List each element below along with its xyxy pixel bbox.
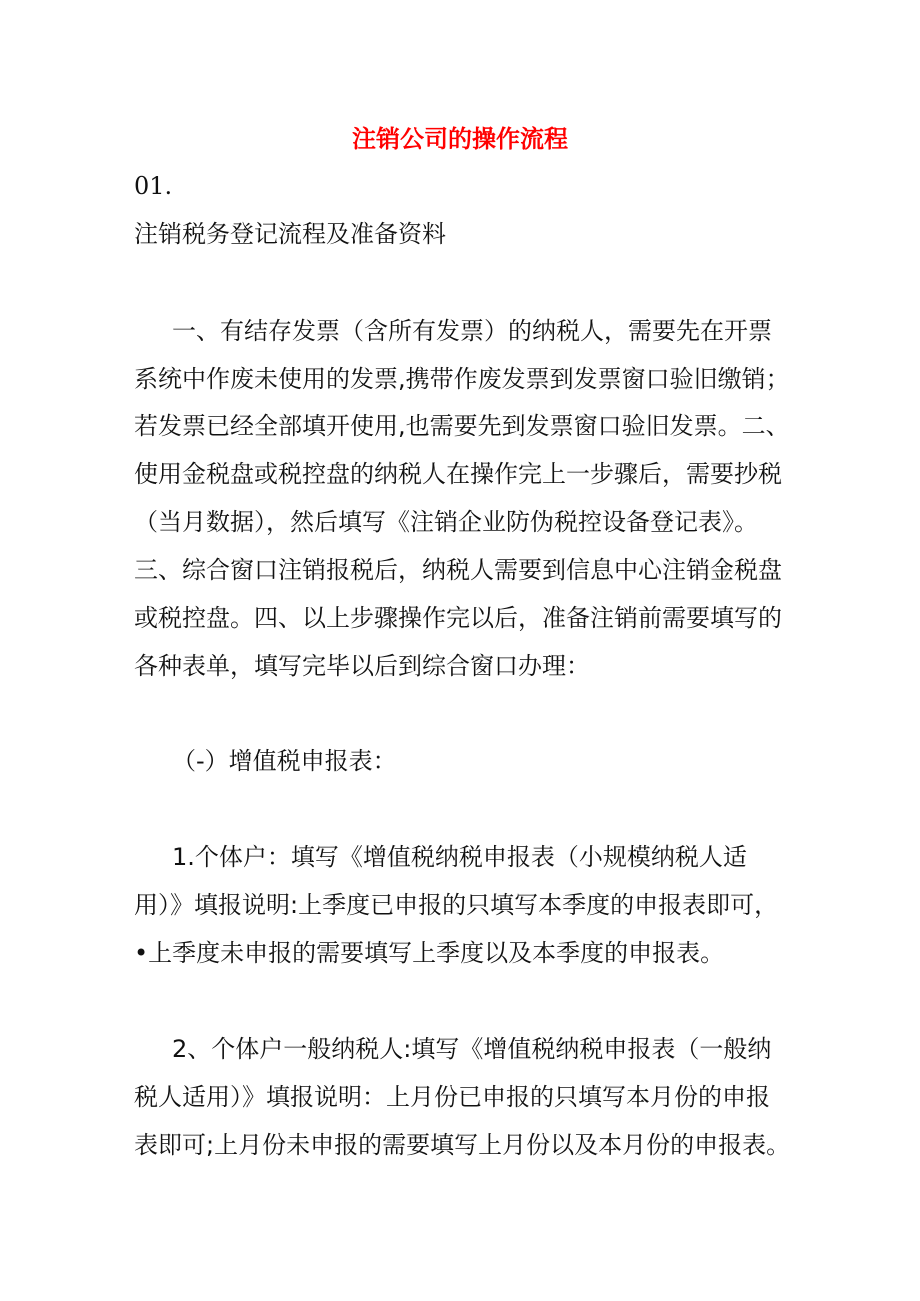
item1-line-2: 用）》填报说明:上季度已申报的只填写本季度的申报表即可， bbox=[134, 891, 779, 919]
paragraph1-line-3: 若发票已经全部填开使用,也需要先到发票窗口验旧发票。二、 bbox=[134, 412, 790, 440]
paragraph1-line-2: 系统中作废未使用的发票,携带作废发票到发票窗口验旧缴销； bbox=[134, 365, 790, 393]
subheading: （-）增值税申报表： bbox=[172, 747, 397, 775]
paragraph1-line-1: 一、有结存发票（含所有发票）的纳税人，需要先在开票 bbox=[172, 317, 772, 345]
item1-line-1: 1.个体户：填写《增值税纳税申报表（小规模纳税人适 bbox=[172, 843, 747, 871]
item2-line-2: 税人适用）》填报说明：上月份已申报的只填写本月份的申报 bbox=[134, 1083, 770, 1111]
paragraph1-line-6: 三、综合窗口注销报税后，纳税人需要到信息中心注销金税盘 bbox=[134, 556, 782, 584]
document-title: 注销公司的操作流程 bbox=[352, 125, 568, 153]
paragraph1-line-8: 各种表单，填写完毕以后到综合窗口办理： bbox=[134, 652, 590, 680]
item1-line-3: •上季度未申报的需要填写上季度以及本季度的申报表。 bbox=[134, 939, 725, 967]
item2-line-3: 表即可;上月份未申报的需要填写上月份以及本月份的申报表。 bbox=[134, 1131, 791, 1159]
section-heading: 注销税务登记流程及准备资料 bbox=[134, 220, 446, 248]
paragraph1-line-4: 使用金税盘或税控盘的纳税人在操作完上一步骤后，需要抄税 bbox=[134, 460, 782, 488]
section-number: 01. bbox=[134, 172, 173, 200]
paragraph1-line-5: （当月数据），然后填写《注销企业防伪税控设备登记表》。 bbox=[134, 508, 758, 536]
item2-line-1: 2、个体户一般纳税人:填写《增值税纳税申报表（一般纳 bbox=[172, 1035, 772, 1063]
paragraph1-line-7: 或税控盘。四、以上步骤操作完以后，准备注销前需要填写的 bbox=[134, 604, 782, 632]
